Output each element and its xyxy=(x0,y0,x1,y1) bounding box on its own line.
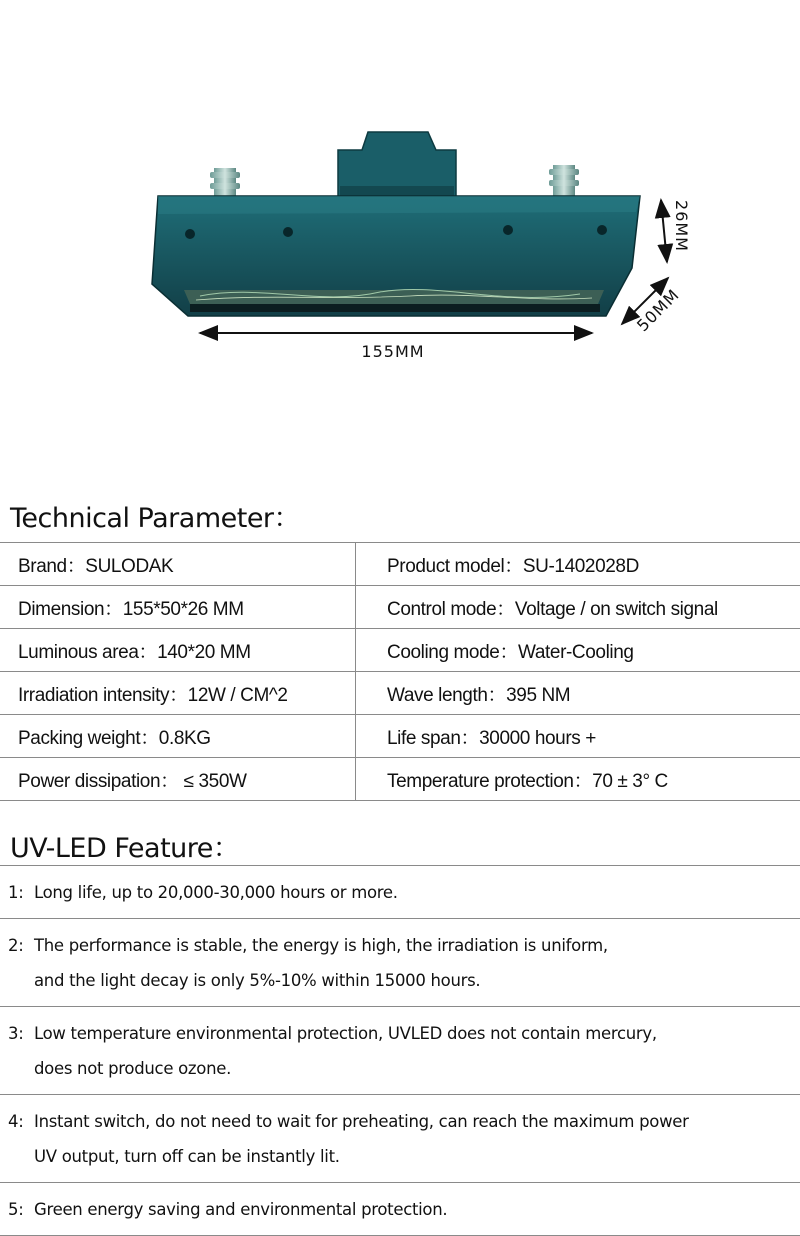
dimension-width-label: 155MM xyxy=(361,342,424,361)
feature-number: 5: xyxy=(8,1192,34,1227)
parameter-cell-right: Wave length：395 NM xyxy=(356,672,800,715)
product-image xyxy=(0,0,800,470)
parameter-cell-right: Life span：30000 hours + xyxy=(356,715,800,758)
parameter-cell-right: Control mode：Voltage / on switch signal xyxy=(356,586,800,629)
feature-item xyxy=(0,1094,800,1182)
feature-number: 4: xyxy=(8,1104,34,1139)
dimension-depth xyxy=(622,278,683,335)
parameter-cell-left: Luminous area：140*20 MM xyxy=(0,629,356,672)
parameter-row xyxy=(0,543,800,586)
feature-text: Long life, up to 20,000-30,000 hours or more. xyxy=(34,875,398,910)
connector-block xyxy=(338,132,456,198)
dimension-width xyxy=(200,333,592,361)
feature-item xyxy=(0,1182,800,1236)
parameter-row xyxy=(0,672,800,715)
feature-number: 2: xyxy=(8,928,34,963)
feature-text: Instant switch, do not need to wait for preheating, can reach the maximum power xyxy=(34,1104,689,1139)
uv-led-feature-heading: UV-LED Feature： xyxy=(10,826,239,865)
parameter-row xyxy=(0,758,800,801)
parameter-cell-left: Dimension：155*50*26 MM xyxy=(0,586,356,629)
feature-list xyxy=(0,865,800,1236)
feature-text-continued: does not produce ozone. xyxy=(8,1051,800,1086)
parameter-cell-left: Power dissipation： ≤ 350W xyxy=(0,758,356,801)
feature-text: Green energy saving and environmental protection. xyxy=(34,1192,447,1227)
parameter-row xyxy=(0,629,800,672)
dimension-height-label: 26MM xyxy=(672,200,691,252)
dimension-depth-label: 50MM xyxy=(633,285,683,335)
parameter-cell-left: Irradiation intensity：12W / CM^2 xyxy=(0,672,356,715)
water-nozzle-right xyxy=(549,165,579,197)
parameter-row xyxy=(0,586,800,629)
parameter-cell-right: Temperature protection：70 ± 3° C xyxy=(356,758,800,801)
feature-item xyxy=(0,918,800,1006)
parameter-cell-left: Packing weight：0.8KG xyxy=(0,715,356,758)
feature-item xyxy=(0,1006,800,1094)
feature-text-continued: UV output, turn off can be instantly lit. xyxy=(8,1139,800,1174)
parameter-table xyxy=(0,542,800,801)
water-nozzle-left xyxy=(210,168,240,200)
feature-text-continued: and the light decay is only 5%-10% within 15000 hours. xyxy=(8,963,800,998)
feature-text: Low temperature environmental protection, UVLED does not contain mercury, xyxy=(34,1016,657,1051)
feature-number: 1: xyxy=(8,875,34,910)
feature-item xyxy=(0,865,800,918)
technical-parameter-heading: Technical Parameter： xyxy=(10,496,300,535)
parameter-row xyxy=(0,715,800,758)
parameter-cell-right: Cooling mode：Water-Cooling xyxy=(356,629,800,672)
parameter-cell-left: Brand：SULODAK xyxy=(0,543,356,586)
feature-number: 3: xyxy=(8,1016,34,1051)
dimension-height xyxy=(661,200,691,262)
parameter-cell-right: Product model：SU-1402028D xyxy=(356,543,800,586)
feature-text: The performance is stable, the energy is high, the irradiation is uniform, xyxy=(34,928,608,963)
uv-led-window xyxy=(184,289,604,312)
